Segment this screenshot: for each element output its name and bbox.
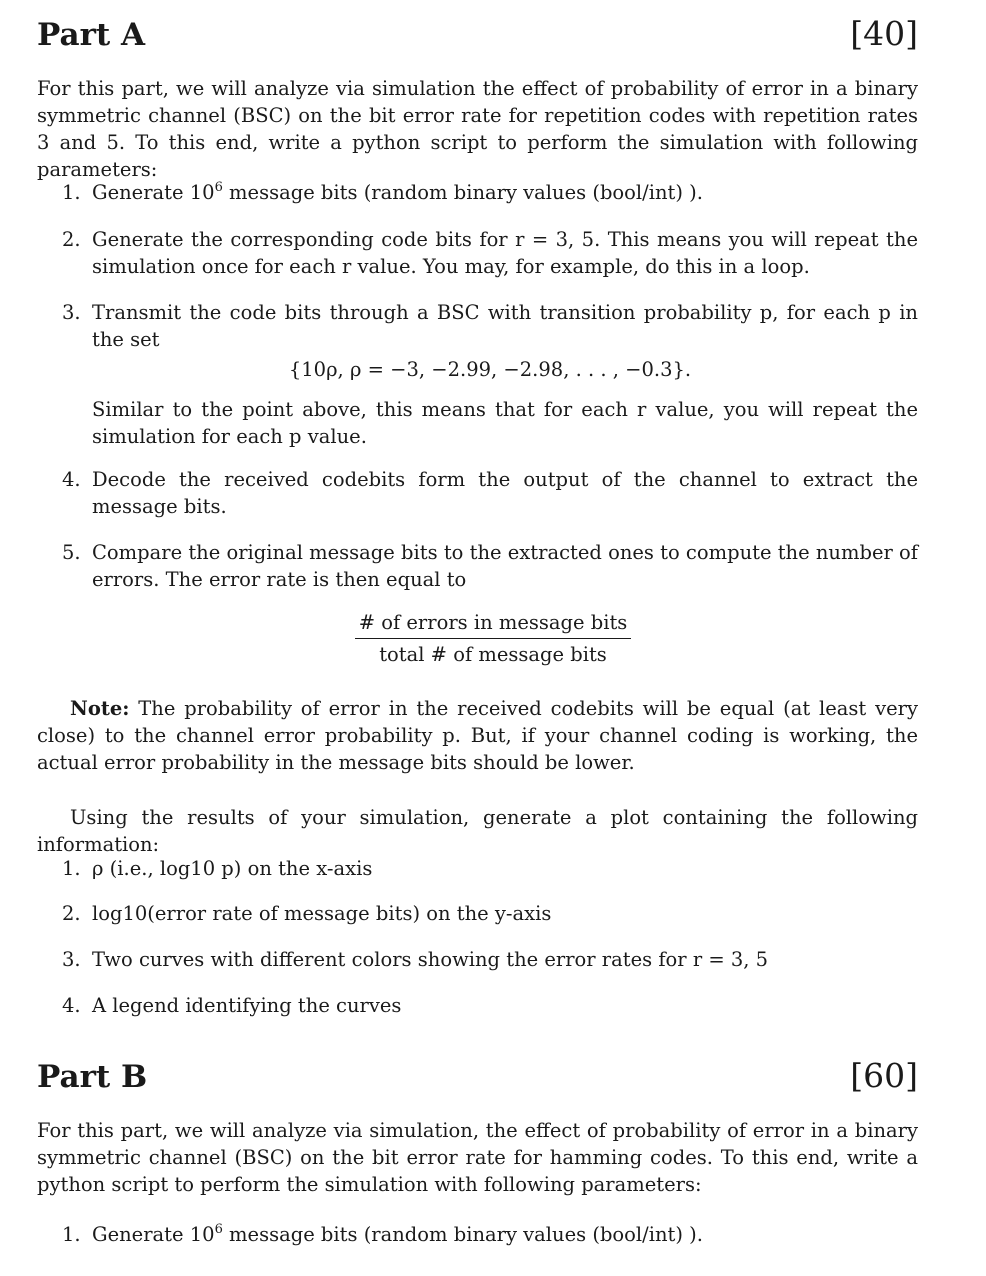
part-b-marks: [60] [850, 1056, 918, 1095]
error-rate-fraction [0, 609, 986, 668]
fraction-numerator: # of errors in message bits [355, 609, 632, 639]
step-text: Generate the corresponding code bits for r = 3, 5. This means you will repeat the simulation once for each r value. You may, for example, do this in a loop. [92, 228, 918, 278]
step-text: Generate $10^6$ message bits (random binary values (bool/int) ). [92, 180, 703, 204]
step-text: Decode the received codebits form the output of the channel to extract the message bits. [92, 468, 918, 518]
plot-item-3: 3. Two curves with different colors showing the error rates for r = 3, 5 [62, 948, 769, 971]
step-number: 4. [62, 468, 81, 491]
probability-set: {10ρ, ρ = −3, −2.99, −2.98, . . . , −0.3}. [288, 358, 692, 381]
part-a-step-1 [62, 179, 918, 206]
part-b-title: Part B [37, 1059, 148, 1095]
part-a-title: Part A [37, 17, 146, 53]
step-number: 2. [62, 228, 81, 251]
part-b-intro: For this part, we will analyze via simulation, the effect of probability of error in a binary symmetric channel (BSC) on the bit error rate for hamming codes. To this end, write a python script to perform the simulation with following parameters: [37, 1119, 918, 1196]
step-number: 3. [62, 301, 81, 324]
part-a-step-4 [62, 466, 918, 520]
step-number: 1. [62, 1223, 81, 1246]
note-paragraph: Note: The probability of error in the received codebits will be equal (at least very close) to the channel error probability p. But, if your channel coding is working, the actual error probability in the message bits should be lower. [37, 697, 918, 774]
part-b-heading [37, 1056, 918, 1095]
part-a-heading [37, 14, 918, 53]
part-a-step-2 [62, 226, 918, 280]
step-text: Compare the original message bits to the extracted ones to compute the number of errors. The error rate is then equal to [92, 541, 918, 591]
step-number: 5. [62, 541, 81, 564]
plot-item-1: 1. ρ (i.e., log10 p) on the x-axis [62, 857, 373, 880]
part-a-step-3 [62, 299, 918, 450]
part-a-intro: For this part, we will analyze via simulation the effect of probability of error in a binary symmetric channel (BSC) on the bit error rate for repetition codes with repetition rates 3 and 5. To this end, write a python script to perform the simulation with following parameters: [37, 77, 918, 181]
step-text: Transmit the code bits through a BSC with transition probability p, for each p in the set {10ρ, ρ = −3, −2.99, −2.98, . . . , −0.3}. Similar to the point above, this means that for each r value, you will repeat the simulation for each p value. [92, 301, 918, 448]
plot-item-2: 2. log10(error rate of message bits) on the y-axis [62, 902, 552, 925]
plot-intro: Using the results of your simulation, generate a plot containing the following information: [37, 806, 918, 856]
part-b-step-1 [62, 1221, 918, 1248]
fraction-denominator: total # of message bits [379, 643, 607, 666]
plot-item-4: 4. A legend identifying the curves [62, 994, 402, 1017]
step-number: 1. [62, 181, 81, 204]
part-a-marks: [40] [850, 14, 918, 53]
note-label: Note: [70, 697, 130, 720]
step-text: Generate $10^6$ message bits (random binary values (bool/int) ). [92, 1222, 703, 1246]
part-a-step-5 [62, 539, 918, 593]
